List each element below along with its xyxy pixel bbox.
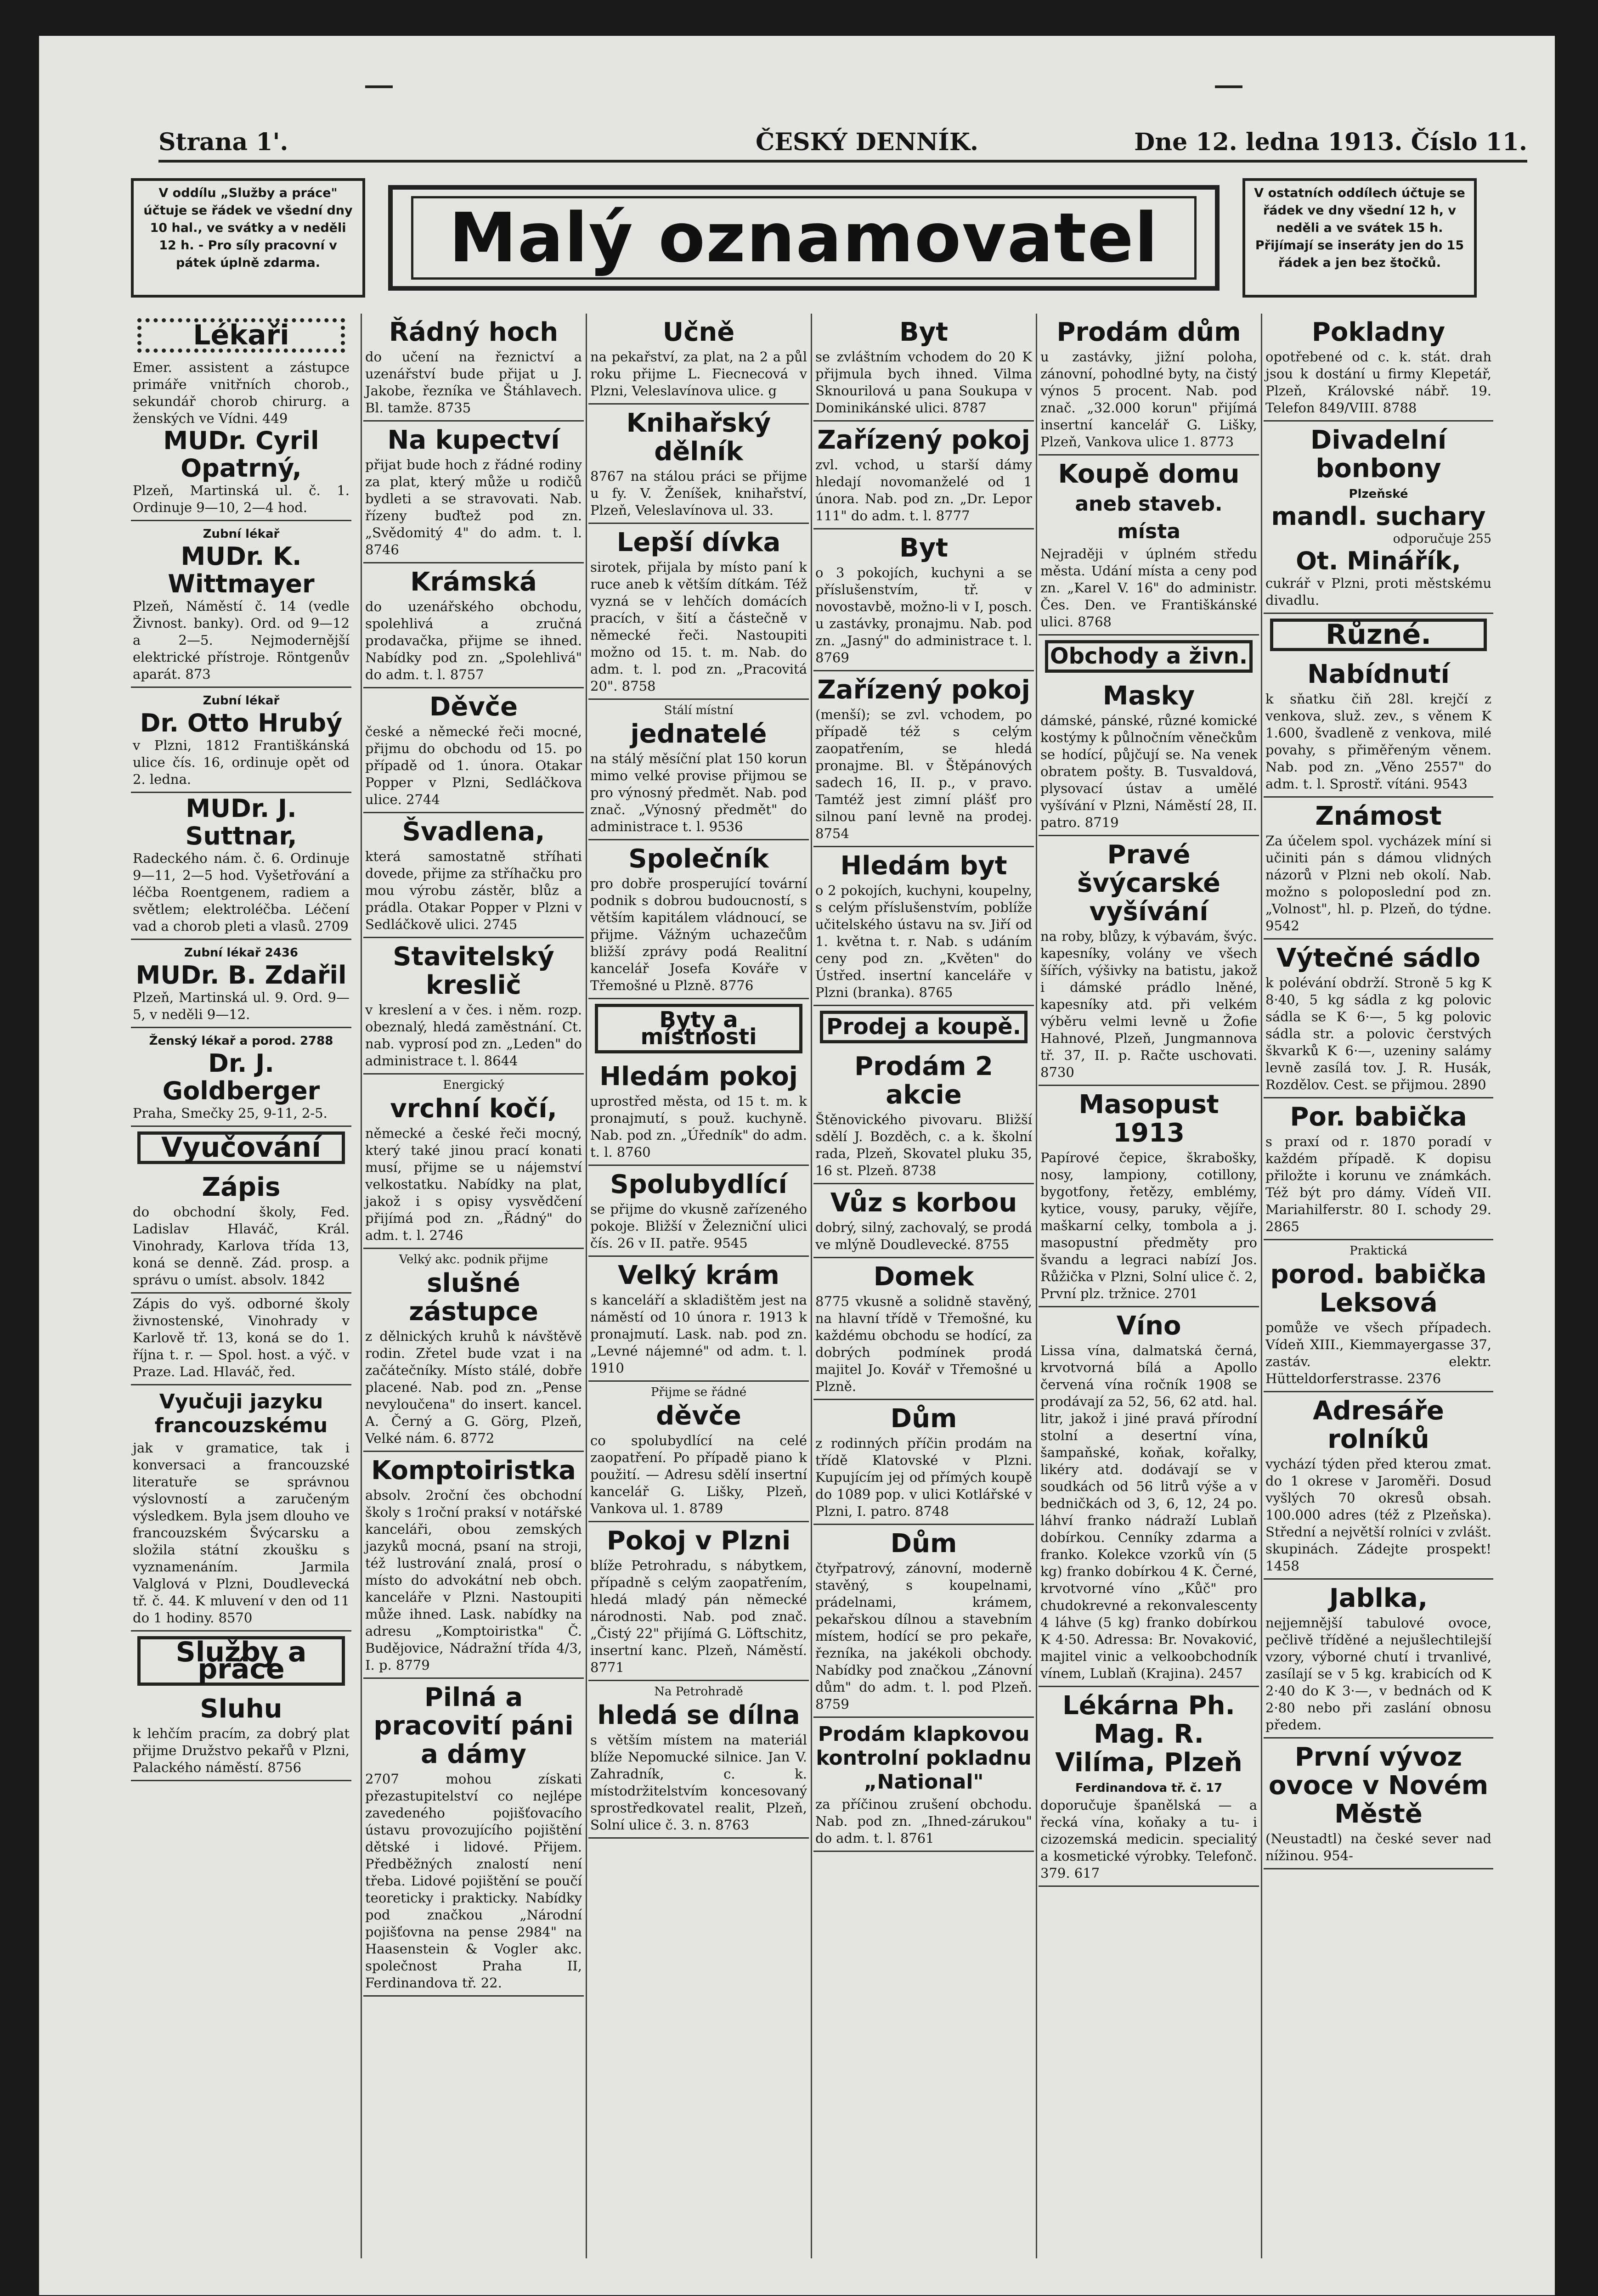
column-2 <box>363 314 584 2258</box>
ad-item: Jablka, nejjemnější tabulové ovoce, pečlivě tříděné a nejušlechtilejší vzory, výborné chutí i trvanlivé, zasílají se v 5 kg. krabicích od K 2·40 do K 3·—, v bednách od K 2·80 nebo při zaslání obnosu předem. <box>1264 1580 1493 1739</box>
ad-item: Byt se zvláštním vchodem do 20 K přijmula bych ihned. Vilma Sknourilová u pana Soukupa v Dominikánské ulici. 8787 <box>813 314 1034 422</box>
ad-name: Dr. J. Goldberger <box>162 1049 320 1105</box>
ad-item: Prodám 2 akcie Štěnovického pivovaru. Bližší sdělí J. Bozděch, c. a k. školní rada, Plzeň, Skovatel pluku 35, 16 st. Plzeň. 8738 <box>813 1048 1034 1184</box>
ad-name: Dr. Otto Hrubý <box>140 709 343 737</box>
ad-item: Zubní lékař 2436 MUDr. B. Zdařil Plzeň, Martinská ul. 9. Ord. 9—5, v neděli 9—12. <box>131 940 351 1028</box>
section-banner <box>388 185 1220 291</box>
ad-item: Známost Za účelem spol. vycházek míní si učiniti pán s dámou vlidných názorů v Plzni neb okolí. Nab. možno s poloposlední pod zn. „Volnost", hl. p. Plzeň, do týdne. 9542 <box>1264 798 1493 940</box>
ad-item: Pokoj v Plzni blíže Petrohradu, s nábytkem, případně s celým zaopatřením, hledá mladý pán německé národnosti. Nab. pod znač. „Čistý 22" přijímá G. Löftschitz, insertní kanc. Plzeň, Náměstí. 8771 <box>588 1522 809 1681</box>
ad-item: Masky dámské, pánské, různé komické kostýmy k půlnočním věnečkům se hodící, půjčují se. Na venek obratem pošty. B. Tusvaldová, plysovací ústav a umělé vyšívání v Plzni, Náměstí 28, II. patro. 8719 <box>1039 677 1259 836</box>
section-head-vyucovani: Vyučování <box>137 1131 345 1164</box>
ad-item: Prodám dům u zastávky, jižní poloha, zánovní, pohodlné byty, na čistý výnos 5 procent. Nab. pod znač. „32.000 korun" přijímá insertní kancelář G. Lišky, Plzeň, Vankova ulice 1. 8773 <box>1039 314 1259 456</box>
ad-item: Zápis do obchodní školy, Fed. Ladislav Hlaváč, Král. Vinohrady, Karlova třída 13, koná se denně. Zád. prosp. a správu o umíst. absolv. 1842 <box>131 1169 351 1294</box>
ad-item: Nabídnutí k sňatku čiň 28l. krejčí z venkova, služ. zev., s věnem K 1.600, švadleně z venkova, milé povahy, s přiměřeným věnem. Nab. pod zn. „Věno 2557" do adm. t. l. Sprostř. vítáni. 9543 <box>1264 656 1493 798</box>
newspaper-name: ČESKÝ DENNÍK. <box>756 128 979 156</box>
ad-item: Pokladny opotřebené od c. k. stát. drah jsou k dostání u firmy Klepetář, Plzeň, Královské nábř. 19. Telefon 849/VIII. 8788 <box>1264 314 1493 422</box>
ad-item: Hledám byt o 2 pokojích, kuchyni, koupelny, s celým příslušenstvím, poblíže učitelského ústavu na sv. Jiří od 1. května t. r. Nab. s udáním ceny pod zn. „Květen" do Ústřed. insertní kanceláře v Plzni (branka). 8765 <box>813 847 1034 1006</box>
ad-name: MUDr. K. Wittmayer <box>168 542 315 598</box>
column-rule <box>1261 314 1262 2258</box>
ad-name: MUDr. J. Suttnar, <box>185 794 297 850</box>
ad-item: Hledám pokoj uprostřed města, od 15 t. m. k pronajmutí, s použ. kuchyně. Nab. pod zn. „Úředník" do adm. t. l. 8760 <box>588 1058 809 1166</box>
notice-left: V oddílu „Služby a práce" účtuje se řádek ve všední dny 10 hal., ve svátky a v neděli 12 h. - Pro síly pracovní v pátek úplně zdarma. <box>131 178 365 298</box>
ad-item: Stavitelský kreslič v kreslení a v čes. i něm. rozp. obeznalý, hledá zaměstnání. Ct. nab. vyprosí pod zn. „Leden" do administrace t. l. 8644 <box>363 938 584 1075</box>
ad-item: Na kupectví přijat bude hoch z řádné rodiny za plat, který může u rodičů bydleti a se stravovati. Nab. řízeny buďtež pod zn. „Svědomitý 4" do adm. t. l. 8746 <box>363 422 584 563</box>
ad-item: Masopust 1913 Papírové čepice, škrabošky, nosy, lampiony, cotillony, bygotfony, řetězy, emblémy, kytice, vousy, paruky, vějíře, maškarní celky, tombola a j. masopustní předměty pro švandu a legraci nabízí Jos. Růžička v Plzni, Solní ulice č. 2, První plz. tržnice. 2701 <box>1039 1086 1259 1307</box>
section-head-obchody: Obchody a živn. <box>1045 640 1253 673</box>
ad-item: Zápis do vyš. odborné školy živnostenské, Vinohrady v Karlově tř. 13, koná se do 1. října t. r. — Spol. host. a výč. v Praze. Lad. Hlaváč, řed. <box>131 1294 351 1385</box>
ad-item: Divadelní bonbony Plzeňské mandl. suchary odporučuje 255 Ot. Minářík, cukrář v Plzni, proti městskému divadlu. <box>1264 422 1493 614</box>
notice-right: V ostatních oddílech účtuje se řádek ve dny všední 12 h, v neděli a ve svátek 15 h. Přijímají se inseráty jen do 15 řádek a jen bez štočků. <box>1242 178 1477 298</box>
ad-item: Zařízený pokoj zvl. vchod, u starší dámy hledají novomanželé od 1 února. Nab. pod zn. „Dr. Lepor 111" do adm. t. l. 8777 <box>813 422 1034 529</box>
ad-item: Praktická porod. babička Leksová pomůže ve všech případech. Vídeň XIII., Kiemmayergasse 37, zastáv. elektr. Hütteldorferstrasse. 2376 <box>1264 1240 1493 1392</box>
ad-item: Pilná a pracovití páni a dámy 2707 mohou získati přezastupitelství co nejlépe zavedeného pojišťovacího ústavu provozujícího pojištění dětské i lidové. Přijem. Předběžných znalostí není třeba. Lidové pojištění se poučí teoreticky i prakticky. Nabídky pod značkou „Národní pojišťovna na pense 2984" na Haasenstein & Vogler akc. společnost Praha II, Ferdinandova tř. 22. <box>363 1679 584 1997</box>
ad-item: Prodám klapkovou kontrolní pokladnu „National" za příčinou zrušení obchodu. Nab. pod zn. „Ihned-zárukou" do adm. t. l. 8761 <box>813 1718 1034 1852</box>
column-3 <box>588 314 809 2258</box>
ad-item: Komptoiristka absolv. 2roční čes obchodní školy s 1roční praksí v notářské kanceláři, obou zemských jazyků mocná, psaní na stroji, též lustrování znalá, prosí o místo do advokátní neb obch. kanceláře v Plzni. Nastoupiti může ihned. Lask. nabídky na adresu „Komptoiristka" Č. Budějovice, Nádražní třída 4/3, I. p. 8779 <box>363 1452 584 1679</box>
column-rule <box>361 314 362 2258</box>
ad-item: Zubní lékař MUDr. K. Wittmayer Plzeň, Náměstí č. 14 (vedle Živnost. banky). Ord. od 9—12 a 2—5. Nejmodernější elektrické přístroje. Röntgenův aparát. 873 <box>131 521 351 688</box>
ad-item: Lepší dívka sirotek, přijala by místo paní k ruce aneb k větším dítkám. Též vyzná se v lehčích domácích pracích, v šití a částečně v německé řeči. Nastoupiti možno od 15. t. m. Nab. do adm. t. l. pod zn. „Pracovitá 20". 8758 <box>588 524 809 700</box>
ad-item: První vývoz ovoce v Novém Městě (Neustadtl) na české sever nad nížinou. 954- <box>1264 1739 1493 1869</box>
ad-name: MUDr. Cyril Opatrný, <box>163 426 319 483</box>
ad-name: MUDr. B. Zdařil <box>136 961 347 990</box>
column-1 <box>131 314 351 2258</box>
ad-item: Lékárna Ph. Mag. R. Vilíma, Plzeň Ferdinandova tř. č. 17 doporučuje španělská — a řecká vína, koňaky a tu- i cizozemská medicin. specialitý a kosmetické výrobky. Telefonč. 379. 617 <box>1039 1687 1259 1887</box>
ad-item: Dům čtyřpatrový, zánovní, moderně stavěný, s koupelnami, prádelnami, krámem, pekařskou dílnou a stavebním místem, hodící se pro pekaře, řezníka, na jakékoli obchody. Nabídky pod značkou „Zánovní dům" do adm. t. l. pod Plzeň. 8759 <box>813 1525 1034 1718</box>
ad-item: Emer. assistent a zástupce primáře vnitřních chorob., sekundář chorob chirurg. a ženských ve Vídni. 449 MUDr. Cyril Opatrný, Plzeň, Martinská ul. č. 1. Ordinuje 9—10, 2—4 hod. <box>131 357 351 521</box>
ad-item: Velký akc. podnik přijme slušné zástupce z dělnických kruhů k návštěvě rodin. Zřetel bude vzat i na začátečníky. Místo stálé, dobře placené. Nab. pod zn. „Pense nevyloučena" do insert. kancel. A. Černý a G. Görg, Plzeň, Velké nám. 6. 8772 <box>363 1249 584 1452</box>
ad-item: Pravé švýcarské vyšívání na roby, blůzy, k výbavám, švýc. kapesníky, volány ve všech šířích, výšivky na batistu, jakož i dámské prádlo lněné, kapesníky atd. při velkém výběru velmi levně u Žofie Hahnové, Plzeň, Jungmannova tř. 37, II. p. Račte uschovati. 8730 <box>1039 836 1259 1086</box>
ad-item: Učně na pekařství, za plat, na 2 a půl roku přijme L. Fiecnecová v Plzni, Veleslavínova ulice. g <box>588 314 809 405</box>
ad-item: Vyučuji jazyku francouzskému jak v gramatice, tak i konversaci a francouzské literatuře se správnou výslovností a zaručeným výsledkem. Byla jsem dlouho ve francouzském Švýcarsku a složila státní zkoušku s vyznamenáním. Jarmila Valglová v Plzni, Doudlevecká tř. č. 44. K mluvení v den od 11 do 1 hodiny. 8570 <box>131 1385 351 1632</box>
section-head-sluzby: Služby a práce <box>137 1636 345 1686</box>
ad-item: Krámská do uzenářského obchodu, spolehlivá a zručná prodavačka, přijme se ihned. Nabídky pod zn. „Spolehlivá" do adm. t. l. 8757 <box>363 563 584 688</box>
ad-item: Ženský lékař a porod. 2788 Dr. J. Goldberger Praha, Smečky 25, 9-11, 2-5. <box>131 1028 351 1127</box>
ad-item: Na Petrohradě hledá se dílna s větším místem na materiál blíže Nepomucké silnice. Jan V. Zahradník, c. k. místodržitelstvím koncesovaný sprostředkovatel realit, Plzeň, Solní ulice č. 3. n. 8763 <box>588 1681 809 1839</box>
ad-item: Velký krám s kanceláří a skladištěm jest na náměstí od 10 února r. 1913 k pronajmutí. Lask. nab. pod zn. „Levné nájemné" od adm. t. l. 1910 <box>588 1257 809 1382</box>
ad-item: Dům z rodinných příčin prodám na třídě Klatovské v Plzni. Kupujícím jej od přímých koupě do 1089 pop. v ulici Kotlářské v Plzni, I. patro. 8748 <box>813 1400 1034 1525</box>
ad-item: Zubní lékař Dr. Otto Hrubý v Plzni, 1812 Františkánská ulice čís. 16, ordinuje opět od 2. ledna. <box>131 688 351 793</box>
ad-item: Knihařský dělník 8767 na stálou práci se přijme u fy. V. Ženíšek, knihařství, Plzeň, Veleslavínova ul. 33. <box>588 405 809 524</box>
section-head-lekari: Lékaři <box>137 318 345 353</box>
ad-item: Adresáře rolníků vychází týden před kterou zmat. do 1 okrese v Jaroměři. Dosud vyšlých 70 okresů obsah. 100.000 adres (též z Plzeňska). Střední a největší rolníci v zvlášt. skupinách. Zádejte prospekt! 1458 <box>1264 1392 1493 1580</box>
ad-item: Koupě domu aneb staveb. místa Nejraději v úplném středu města. Udání místa a ceny pod zn. „Karel V. 16" do administr. Čes. Den. ve Františkánské ulici. 8768 <box>1039 456 1259 636</box>
ad-item: Domek 8775 vkusně a solidně stavěný, na hlavní třídě v Třemošné, ku každému obchodu se hodící, za dobrých podmínek prodá majitel Jo. Kovář v Třemošné u Plzně. <box>813 1258 1034 1400</box>
section-head-ruzne: Různé. <box>1270 619 1487 651</box>
column-4 <box>813 314 1034 2258</box>
ad-item: Vůz s korbou dobrý, silný, zachovalý, se prodá ve mlýně Doudlevecké. 8755 <box>813 1184 1034 1258</box>
section-head-prodej: Prodej a koupě. <box>820 1011 1028 1043</box>
newspaper-page <box>39 36 1555 2295</box>
ad-item: Spolubydlící se přijme do vkusně zařízeného pokoje. Bližší v Železniční ulici čís. 26 v II. patře. 9545 <box>588 1166 809 1257</box>
banner-rule-right <box>1215 85 1242 88</box>
banner-title: Malý oznamovatel <box>411 196 1197 280</box>
banner-rule-left <box>365 85 393 88</box>
section-head-byty: Byty a místnosti <box>595 1004 802 1053</box>
ad-item: Energický vrchní kočí, německé a české řeči mocný, který také jinou prací konati musí, přijme se u nájemství velkostatku. Nabídky na plat, jakož i s opisy vysvědčení přijímá pod zn. „Řádný" do adm. t. l. 2746 <box>363 1075 584 1249</box>
ad-item: Zařízený pokoj (menší); se zvl. vchodem, po případě též s celým zaopatřením, se hledá pronajme. Bl. v Štěpánových sadech 16, II. p., v pravo. Tamtéž jest zimní plášť pro silnou paní levně na prodej. 8754 <box>813 671 1034 847</box>
ad-item: MUDr. J. Suttnar, Radeckého nám. č. 6. Ordinuje 9—11, 2—5 hod. Vyšetřování a léčba Roentgenem, radiem a světlem; elektroléčba. Léčení vad a chorob pleti a vlasů. 2709 <box>131 793 351 940</box>
ad-item: Švadlena, která samostatně stříhati dovede, přijme za stříhačku pro mou výrobu zástěr, blůz a prádla. Otakar Popper v Plzni v Sedláčkově ulici. 2745 <box>363 813 584 938</box>
ad-item: Výtečné sádlo k polévání obdrží. Stroně 5 kg K 8·40, 5 kg sádla z kg polovic sádla se K 6·—, 5 kg polovic sádla str. a polovic čerstvých škvarků K 6·—, uzeniny salámy levně zasílá tov. J. R. Husák, Rozdělov. Cest. se přijmou. 2890 <box>1264 940 1493 1098</box>
issue-date: Dne 12. ledna 1913. Číslo 11. <box>1134 128 1527 156</box>
ad-item: Por. babička s praxí od r. 1870 poradí v každém případě. K dopisu přiložte i korunu ve známkách. Též být pro dámy. Vídeň VII. Mariahilferstr. 80 I. schody 29. 2865 <box>1264 1098 1493 1240</box>
ad-item: Společník pro dobře prosperující tovární podnik s dobrou budoucností, s větším kapitálem vládnoucí, se přijme. Vážným uchazečům bližší zprávy podá Realitní kancelář Josefa Kováře v Třemošné u Plzně. 8776 <box>588 840 809 999</box>
page-header <box>158 128 1527 163</box>
ad-item: Byt o 3 pokojích, kuchyni a se příslušenstvím, tř. v novostavbě, možno-li v I, posch. u zastávky, pronajmu. Nab. pod zn. „Jasný" do administrace t. l. 8769 <box>813 529 1034 671</box>
column-6 <box>1264 314 1493 2258</box>
column-rule <box>811 314 812 2258</box>
page-number: Strana 1'. <box>158 128 288 156</box>
column-5 <box>1039 314 1259 2258</box>
ad-item: Stálí místní jednatelé na stálý měsíční plat 150 korun mimo velké provise přijmou se pro výnosný předmět. Nab. pod znač. „Výnosný předmět" do administrace t. l. 9536 <box>588 700 809 840</box>
ad-item: Víno Lissa vína, dalmatská černá, krvotvorná bílá a Apollo červená vína ročník 1908 se prodávají za 52, 56, 62 atd. hal. litr, jakož i jiné pravá přírodní stolní a desertní vína, šampaňské, koňak, kořalky, likéry atd. dodávají se v soudkách od 56 litrů výše a v bedničkách od 3, 6, 12, 24 po. láhví franko nádraží Lublaň dobírkou. Cenníky zdarma a franko. Kolekce vzorků vín (5 kg) franko dobírkou 4 K. Černé, krvotvorné víno „Kůč" pro chudokrevné a rekonvalescenty 4 láhve (5 kg) franko dobírkou K 4·50. Adressa: Br. Novaković, majitel vinic a velkoobchodník vínem, Lublaň (Krajina). 2457 <box>1039 1307 1259 1687</box>
ad-item: Přijme se řádné děvče co spolubydlící na celé zaopatření. Po případě piano k použití. — Adresu sdělí insertní kancelář G. Lišky, Plzeň, Vankova ul. 1. 8789 <box>588 1382 809 1522</box>
column-rule <box>1036 314 1037 2258</box>
ad-item: Sluhu k lehčím pracím, za dobrý plat přijme Družstvo pekařů v Plzni, Palackého náměstí. 8756 <box>131 1690 351 1781</box>
ad-item: Děvče české a německé řeči mocné, přijmu do obchodu od 15. po případě od 1. února. Otakar Popper v Plzni, Sedláčkova ulice. 2744 <box>363 688 584 813</box>
column-rule <box>586 314 587 2258</box>
ad-item: Řádný hoch do učení na řeznictví a uzenářství bude přijat u J. Jakobe, řezníka ve Štáhlavech. Bl. tamže. 8735 <box>363 314 584 422</box>
